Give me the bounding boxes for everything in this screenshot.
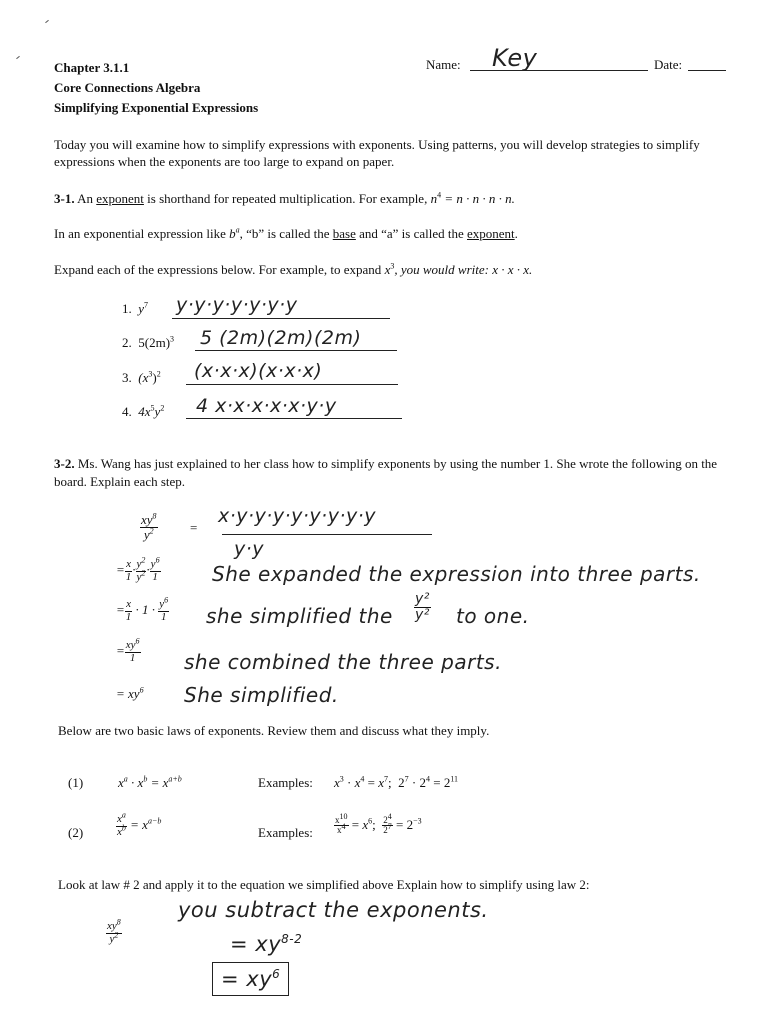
item-number: 1. [122,301,132,316]
board-step-3: = $\frac{xy^6}{1}$ [116,636,140,664]
numerator: y² [415,591,430,607]
example-base: n [430,191,438,206]
item-expression: ) [152,370,157,385]
sup: 3 [390,261,395,271]
board-step-2: = $\frac{x}{1}$ · 1 · $\frac{y^6}{1}$ [116,595,169,623]
sup: 2 [160,403,165,413]
scan-speck [45,20,49,23]
problem-text: Ms. Wang has just explained to her class how to simplify exponents by using the number 1. She wrote the following on the board. Explain each step. [54,456,718,489]
step-2-explanation-b: to one. [456,604,530,628]
final-explanation: you subtract the exponents. [178,898,489,922]
laws-intro: Below are two basic laws of exponents. Review them and discuss what they imply. [58,723,490,738]
board-step-1: = $\frac{x}{1}$ · $\frac{y^2}{y^2}$ · $\frac{y^6}{1}$ [116,555,160,583]
denominator: y [143,526,150,542]
item-expression: y [138,301,145,316]
law-2-prompt: Look at law # 2 and apply it to the equation we simplified above Explain how to simplify using law 2: [58,877,590,892]
exponent-term: exponent [467,226,515,241]
expand-item-3 [122,370,161,386]
final-answer-box [212,962,289,996]
step-3-explanation: she combined the three parts. [184,650,502,674]
text: is shorthand for repeated multiplication. For example, [143,191,431,206]
handwritten-expansion-denominator: y·y [234,538,265,560]
answer-handwriting: (x·x·x)(x·x·x) [194,360,323,382]
problem-3-2 [54,455,726,491]
final-fraction [106,917,122,945]
text: , “b” is called the [239,226,333,241]
problem-number: 3-2. [54,456,75,471]
text: , you would write: x · x · x. [394,262,533,277]
item-expression: (x [138,370,149,385]
sup: 5 [150,403,155,413]
name-label: Name: [426,57,461,72]
sup: 2 [156,369,161,379]
problem-3-1 [54,191,515,207]
sup: 3 [148,369,153,379]
answer-line [172,318,390,319]
date-line [688,70,726,71]
chapter-label: Chapter 3.1.1 [54,60,130,75]
expand-item-4 [122,404,164,420]
worksheet-title: Simplifying Exponential Expressions [54,100,259,115]
base-sentence [54,226,518,242]
equals-sign: = [190,520,198,535]
answer-handwriting: 4 x·x·x·x·x·y·y [196,395,337,417]
step-4-explanation: She simplified. [184,683,339,707]
expand-item-2 [122,335,174,351]
answer-line [186,384,398,385]
answer-line [195,350,397,351]
law-2-examples: $\frac{x^{10}}{x^4}$ = $x^6$; $\frac{2^4}{2^7}$ = $2^{-3}$ [335,812,422,836]
answer-handwriting: y·y·y·y·y·y·y [176,294,298,316]
expand-item-1 [122,301,148,317]
base-term: base [332,226,356,241]
sup: 2 [114,929,119,939]
var: x [384,262,391,277]
expression: = xy [116,686,140,701]
numerator: xy [141,512,153,527]
item-number: 3. [122,370,132,385]
expression: = xy [221,967,273,991]
step-1-explanation: She expanded the expression into three parts. [212,562,701,586]
sup: 7 [144,300,149,310]
numerator: xy [107,920,117,932]
exponent-term: exponent [96,191,144,206]
law-2-examples-label: Examples: [258,825,313,840]
sup: 8 [116,917,121,927]
denominator: y² [415,606,430,623]
sup: 2 [149,526,154,536]
board-start-fraction [140,513,158,541]
sup: 6 [139,685,144,695]
answer-handwriting: 5 (2m)(2m)(2m) [200,327,362,349]
expression: = xy [230,932,282,956]
law-1-number: (1) [68,775,84,790]
course-label: Core Connections Algebra [54,80,201,95]
scan-speck [16,56,20,59]
sup: 6 [272,967,281,981]
text: In an exponential expression like [54,226,230,241]
text: An [74,191,97,206]
expand-instruction [54,262,532,278]
text: Expand each of the expressions below. For example, to expand [54,262,385,277]
item-number: 2. [122,335,132,350]
answer-line [186,418,402,419]
step-2-fraction [414,592,431,622]
board-step-4 [116,686,144,702]
law-2-formula: $\frac{x^a}{x^b}$ = $x^{a-b}$ [117,810,162,838]
law-1-formula: $x^a \cdot x^b = x^{a+b}$ [118,774,182,790]
item-expression: 4x [138,404,151,419]
example-expansion: = n · n · n · n. [441,191,515,206]
example-exponent: 4 [437,190,442,200]
law-2-number: (2) [68,825,84,840]
step-2-explanation-a: she simplified the [206,604,393,628]
handwritten-fraction-bar [222,534,432,535]
final-step-1 [230,932,302,956]
sup: 3 [170,334,175,344]
handwritten-expansion-numerator: x·y·y·y·y·y·y·y·y [218,505,377,527]
sup: a [235,225,240,235]
var: b [229,226,236,241]
text: and “a” is called the [355,226,468,241]
item-expression: y [154,404,161,419]
item-expression: 5(2m) [138,335,171,350]
sup: 8-2 [281,932,303,946]
name-handwriting: Key [492,44,538,72]
law-1-examples-label: Examples: [258,775,313,790]
problem-number: 3-1. [54,191,75,206]
sup: 8 [152,511,157,521]
intro-paragraph: Today you will examine how to simplify expressions with exponents. Using patterns, you will develop strategies to simplify expressions when the exponents are too large to expand on paper. [54,137,700,169]
denominator: y [109,932,115,945]
law-1-examples: $x^3 \cdot x^4 = x^7$; $2^7 \cdot 2^4 = 2^{11}$ [334,774,459,790]
text: . [514,226,518,241]
item-number: 4. [122,404,132,419]
date-label: Date: [654,57,683,72]
